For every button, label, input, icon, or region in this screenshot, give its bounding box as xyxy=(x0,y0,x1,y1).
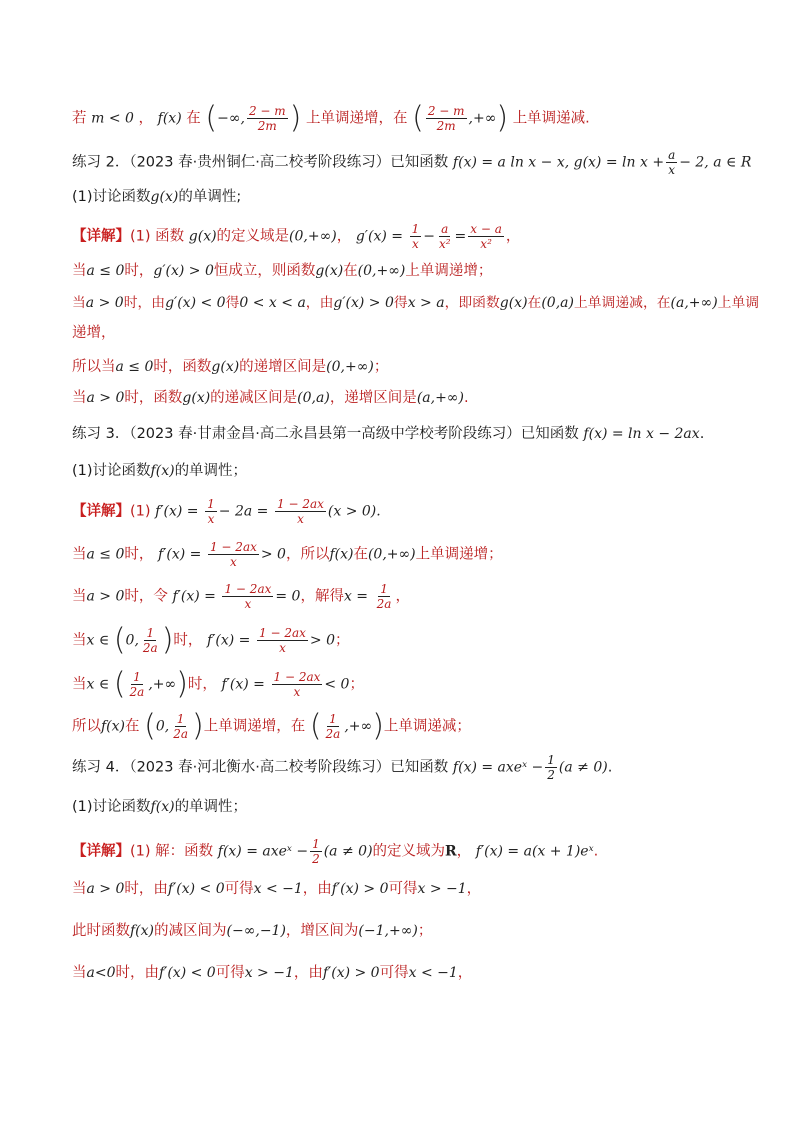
text: 可得 xyxy=(224,881,254,897)
denominator: x xyxy=(244,597,252,611)
denominator: 2a xyxy=(173,727,188,741)
fraction xyxy=(310,837,322,866)
numerator: x − a xyxy=(470,222,502,236)
exercise-3-summary xyxy=(72,708,471,744)
text: ，即函数 xyxy=(444,295,500,311)
numerator: a xyxy=(668,148,676,162)
text: ； xyxy=(417,923,433,939)
fraction xyxy=(468,222,504,251)
math: f(x) = axeˣ − xyxy=(452,759,544,776)
text: ，由 xyxy=(293,965,323,981)
fraction xyxy=(545,753,557,782)
math: f(x) xyxy=(157,110,182,127)
text: ，增区间为 xyxy=(285,923,359,939)
math: (a ≠ 0) xyxy=(558,759,608,776)
math: a > 0 xyxy=(86,390,125,406)
math: m < 0 xyxy=(91,110,134,127)
paren-left: ( xyxy=(113,666,126,702)
text: 当 xyxy=(72,632,87,649)
text: 可得 xyxy=(215,965,245,981)
text: 的定义域是 xyxy=(216,228,290,245)
math: g(x) xyxy=(188,228,217,245)
text: 时，函数 xyxy=(153,359,212,375)
text: ，由 xyxy=(305,295,334,311)
numerator: 1 xyxy=(547,753,555,767)
math: x > −1 xyxy=(244,965,294,981)
exercise-2-case-1 xyxy=(72,260,492,282)
math: a<0 xyxy=(86,965,116,981)
math: < 0 xyxy=(324,676,350,693)
detail-tag: 【详解】 xyxy=(72,503,130,520)
exercise-2-heading xyxy=(72,148,751,177)
text: ， xyxy=(505,228,521,245)
math: g(x) xyxy=(211,359,240,375)
math: x < −1 xyxy=(253,881,303,897)
math: 0 < x < a xyxy=(239,295,306,311)
text: ， xyxy=(466,881,482,897)
text: 当 xyxy=(72,588,87,605)
paren-left: ( xyxy=(412,100,424,136)
numerator: 1 − 2ax xyxy=(277,497,324,511)
math: x = xyxy=(343,588,369,605)
paren-left: ( xyxy=(144,708,156,744)
math: f′(x) < 0 xyxy=(158,965,216,981)
exercise-2-summary-1 xyxy=(72,356,388,378)
text: (1)讨论函数 xyxy=(72,799,151,815)
fraction xyxy=(247,104,288,133)
fraction xyxy=(141,626,160,655)
math: f′(x) > 0 xyxy=(331,881,389,897)
numerator: 1 xyxy=(176,712,185,726)
math: (x > 0). xyxy=(327,503,381,520)
math: − xyxy=(423,228,435,245)
denominator: 2m xyxy=(436,119,456,133)
fraction xyxy=(128,670,147,699)
math: f′(x) = xyxy=(172,588,216,605)
text: 时，由 xyxy=(124,881,168,897)
text: 在 xyxy=(186,110,201,127)
math: ,+∞ xyxy=(344,718,373,735)
text: (1) 函数 xyxy=(130,228,185,245)
text: 的单调性； xyxy=(174,463,248,479)
text: 练习 2．（2023 春·贵州铜仁·高二校考阶段练习）已知函数 xyxy=(72,154,449,171)
denominator: x xyxy=(412,237,419,251)
text: 在 xyxy=(343,263,358,279)
fraction xyxy=(666,148,677,177)
text: (1)讨论函数 xyxy=(72,463,151,479)
math: g(x) xyxy=(499,295,528,311)
fraction xyxy=(324,712,343,741)
exercise-4-detail xyxy=(72,837,598,866)
text: 当 xyxy=(72,881,87,897)
math: R xyxy=(445,843,457,860)
numerator: 1 xyxy=(207,497,215,511)
text: 时，函数 xyxy=(124,390,183,406)
text: 当 xyxy=(72,263,87,279)
text: . xyxy=(593,843,599,860)
paren-right: ) xyxy=(372,708,384,744)
text: (1) xyxy=(130,503,151,520)
fraction xyxy=(410,222,422,251)
text: 所以当 xyxy=(72,359,116,375)
math: (0,+∞) xyxy=(326,359,374,375)
paren-right: ) xyxy=(496,100,509,136)
text: 当 xyxy=(72,546,87,563)
math: (0,a) xyxy=(297,390,330,406)
text: 当 xyxy=(72,390,87,406)
text: 的单调性； xyxy=(174,799,248,815)
text: . xyxy=(607,759,613,776)
numerator: 1 − 2ax xyxy=(259,626,306,640)
numerator: 1 xyxy=(411,222,420,236)
exercise-4-case-1 xyxy=(72,878,481,900)
math: −∞, xyxy=(217,110,245,127)
math: g(x) xyxy=(315,263,344,279)
math: f′(x) = xyxy=(221,676,265,693)
text: 的减区间为 xyxy=(154,923,227,939)
denominator: 2a xyxy=(325,727,341,741)
math: (0,a) xyxy=(541,295,574,311)
math: g′(x) = xyxy=(355,228,403,245)
math: f′(x) = xyxy=(158,546,202,563)
paren-left: ( xyxy=(205,100,218,136)
math: x < −1 xyxy=(408,965,458,981)
text: 得 xyxy=(225,295,240,311)
numerator: 1 xyxy=(133,670,141,684)
text: . xyxy=(463,390,469,406)
exercise-2-summary-2 xyxy=(72,387,469,409)
math: g(x) xyxy=(182,390,211,406)
text: 可得 xyxy=(379,965,409,981)
math: − 2a = xyxy=(218,503,269,520)
text: 得 xyxy=(393,295,408,311)
text: 若 xyxy=(72,110,87,127)
text: 在 xyxy=(527,295,542,311)
fraction xyxy=(208,540,259,569)
text: 练习 3．（2023 春·甘肃金昌·高二永昌县第一高级中学校考阶段练习）已知函数 xyxy=(72,426,579,442)
math: (a,+∞) xyxy=(416,390,464,406)
detail-tag: 【详解】 xyxy=(72,843,130,860)
math: = xyxy=(454,228,467,245)
exercise-4-case-1-interval xyxy=(72,920,432,942)
math: 0, xyxy=(155,718,170,735)
math: ,+∞ xyxy=(468,110,497,127)
exercise-3-question-1 xyxy=(72,460,247,482)
text: . xyxy=(699,426,705,442)
math: f(x) = axeˣ − xyxy=(217,843,309,860)
fraction xyxy=(257,626,308,655)
math: x ∈ xyxy=(86,632,110,649)
text: 在 xyxy=(125,718,140,735)
text: 时， xyxy=(124,546,154,563)
text: 此时函数 xyxy=(72,923,130,939)
text: 的递增区间是 xyxy=(239,359,327,375)
fraction xyxy=(222,582,273,611)
text: 当 xyxy=(72,295,86,311)
fraction xyxy=(272,670,323,699)
numerator: 1 − 2ax xyxy=(224,582,272,596)
exercise-4-case-2 xyxy=(72,962,472,984)
math: f(x) = a ln x − x, g(x) = ln x + xyxy=(452,154,665,171)
fraction xyxy=(275,497,326,526)
text: 上单调递减. xyxy=(512,110,590,127)
text: 时， xyxy=(173,632,203,649)
math: (−1,+∞) xyxy=(358,923,418,939)
fraction xyxy=(426,104,467,133)
exercise-3-case-1 xyxy=(72,540,503,569)
text: ， xyxy=(138,110,154,127)
exercise-3-heading xyxy=(72,423,704,445)
text: ； xyxy=(373,359,389,375)
text: 递增， xyxy=(72,325,116,341)
math: f′(x) = a(x + 1)eˣ xyxy=(475,843,594,860)
paren-right: ) xyxy=(176,666,188,702)
fraction xyxy=(205,497,217,526)
numerator: 1 xyxy=(312,837,320,851)
math: g′(x) < 0 xyxy=(165,295,226,311)
text: ， xyxy=(395,588,410,605)
text: ，由 xyxy=(302,881,332,897)
exercise-3-case-2 xyxy=(72,582,410,611)
fraction xyxy=(437,222,453,251)
math: a > 0 xyxy=(86,881,125,897)
text: 所以 xyxy=(72,718,101,735)
text: ，递增区间是 xyxy=(329,390,417,406)
math: g′(x) > 0 xyxy=(333,295,394,311)
exercise-2-case-2-cont xyxy=(72,322,116,344)
text: ，所以 xyxy=(285,546,330,563)
math: − 2, a ∈ R xyxy=(679,154,752,171)
denominator: x xyxy=(279,641,286,655)
text: 在 xyxy=(353,546,368,563)
text: 的递减区间是 xyxy=(210,390,298,406)
text: ； xyxy=(334,632,350,649)
math: g(x) xyxy=(150,189,179,205)
numerator: 1 − 2ax xyxy=(273,670,321,684)
text: 时，由 xyxy=(115,965,159,981)
numerator: a xyxy=(441,222,449,236)
math: f(x) = ln x − 2ax xyxy=(583,426,700,442)
math: a > 0 xyxy=(85,295,124,311)
text: 上单调递减，在 xyxy=(573,295,671,311)
math: f′(x) < 0 xyxy=(167,881,225,897)
text: 恒成立，则函数 xyxy=(213,263,316,279)
denominator: x² xyxy=(480,237,492,251)
denominator: 2a xyxy=(376,597,392,611)
text: ， xyxy=(457,965,473,981)
denominator: x xyxy=(207,512,215,526)
text: 上单调递增； xyxy=(415,546,503,563)
text: (1)讨论函数 xyxy=(72,189,151,205)
exercise-2-detail xyxy=(72,222,520,251)
math: (−∞,−1) xyxy=(226,923,286,939)
paren-right: ) xyxy=(161,622,174,658)
paren-left: ( xyxy=(113,622,126,658)
math: (a,+∞) xyxy=(670,295,718,311)
math: (a ≠ 0) xyxy=(323,843,373,860)
numerator: 2 − m xyxy=(248,104,286,118)
text: 当 xyxy=(72,965,87,981)
denominator: 2a xyxy=(142,641,158,655)
math: x > a xyxy=(407,295,445,311)
math: a ≤ 0 xyxy=(86,546,125,563)
math: f(x) xyxy=(329,546,354,563)
detail-tag: 【详解】 xyxy=(72,228,130,245)
denominator: 2 xyxy=(312,852,320,866)
math: ,+∞ xyxy=(148,676,177,693)
fraction xyxy=(375,582,394,611)
math: f′(x) = xyxy=(207,632,251,649)
paren-left: ( xyxy=(309,708,322,744)
math: (0,+∞) xyxy=(357,263,406,279)
numerator: 1 xyxy=(146,626,155,640)
numerator: 1 − 2ax xyxy=(209,540,257,554)
text: 的单调性; xyxy=(178,189,242,205)
fraction xyxy=(171,712,190,741)
numerator: 1 xyxy=(380,582,388,596)
paren-right: ) xyxy=(289,100,302,136)
denominator: x xyxy=(293,685,301,699)
text: 上单调递增，在 xyxy=(203,718,306,735)
text: (1) 解：函数 xyxy=(130,843,214,860)
exercise-4-question-1 xyxy=(72,796,247,818)
exercise-2-case-2 xyxy=(72,292,759,314)
math: (0,+∞) xyxy=(289,228,337,245)
denominator: x xyxy=(230,555,237,569)
math: a ≤ 0 xyxy=(86,263,125,279)
exercise-3-case-4 xyxy=(72,666,364,702)
math: > 0 xyxy=(260,546,286,563)
math: 0, xyxy=(125,632,139,649)
math: f(x) xyxy=(150,463,175,479)
exercise-3-detail xyxy=(72,497,381,526)
text: 上单调递减； xyxy=(383,718,471,735)
text: ， xyxy=(456,843,472,860)
math: a > 0 xyxy=(86,588,125,605)
math: f′(x) > 0 xyxy=(322,965,380,981)
text: 可得 xyxy=(388,881,418,897)
text: 的定义域为 xyxy=(372,843,446,860)
math: (0,+∞) xyxy=(367,546,416,563)
text: 时，令 xyxy=(124,588,168,605)
math: g′(x) > 0 xyxy=(153,263,214,279)
exercise-2-question-1 xyxy=(72,186,241,208)
math: a ≤ 0 xyxy=(115,359,154,375)
math: f(x) xyxy=(130,923,155,939)
math: = 0 xyxy=(275,588,301,605)
text: ，解得 xyxy=(300,588,344,605)
denominator: 2a xyxy=(129,685,145,699)
conclusion-line xyxy=(72,100,590,136)
text: ； xyxy=(349,676,364,693)
text: ， xyxy=(336,228,352,245)
exercise-3-case-3 xyxy=(72,622,350,658)
math: f′(x) = xyxy=(155,503,199,520)
denominator: 2 xyxy=(547,768,555,782)
math: x ∈ xyxy=(86,676,110,693)
exercise-4-heading xyxy=(72,753,612,782)
text: 上单调递增，在 xyxy=(305,110,408,127)
math: f(x) xyxy=(101,718,126,735)
numerator: 1 xyxy=(329,712,337,726)
paren-right: ) xyxy=(192,708,204,744)
text: 练习 4．（2023 春·河北衡水·高二校考阶段练习）已知函数 xyxy=(72,759,449,776)
text: 当 xyxy=(72,676,87,693)
text: 时， xyxy=(187,676,217,693)
text: 时，由 xyxy=(123,295,166,311)
math: f(x) xyxy=(150,799,175,815)
denominator: 2m xyxy=(257,119,277,133)
math: > 0 xyxy=(309,632,335,649)
math: x > −1 xyxy=(417,881,467,897)
text: 时， xyxy=(124,263,154,279)
numerator: 2 − m xyxy=(427,104,465,118)
text: 上单调递增； xyxy=(405,263,493,279)
denominator: x xyxy=(668,163,676,177)
denominator: x² xyxy=(438,237,451,251)
text: 上单调 xyxy=(717,295,760,311)
denominator: x xyxy=(297,512,304,526)
